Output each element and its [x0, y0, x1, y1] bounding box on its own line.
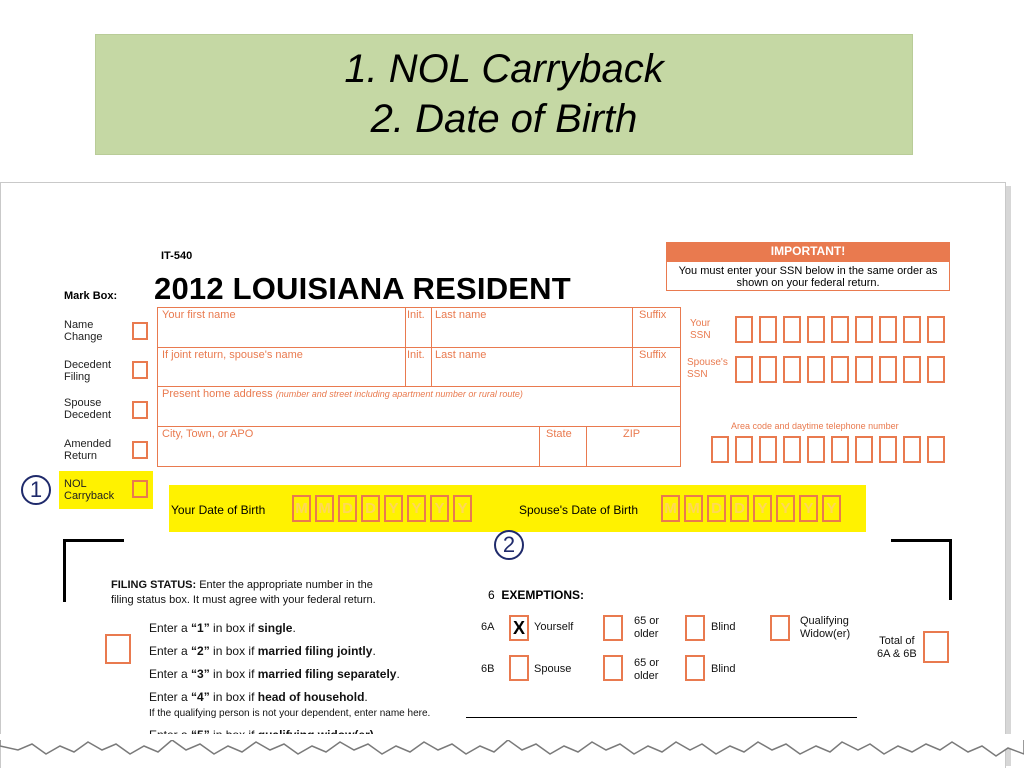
address-hint: (number and street including apartment number or rural route)	[275, 389, 523, 399]
mark-box-label: Mark Box:	[64, 290, 118, 302]
filing-status-box[interactable]	[105, 634, 131, 664]
ssn-digit-box[interactable]	[855, 316, 873, 343]
your-ssn-label: Your SSN	[690, 318, 711, 341]
mark-label-decedent-filing: Decedent Filing	[64, 359, 112, 383]
spouse-dob-digit-box[interactable]: Y	[753, 495, 772, 522]
grid-left	[157, 307, 158, 467]
filing-status-option: Enter a “2” in box if married filing jointly.	[149, 644, 376, 658]
mark-label-spouse-decedent: Spouse Decedent	[64, 397, 112, 421]
ssn-digit-box[interactable]	[903, 316, 921, 343]
hoh-note: If the qualifying person is not your dependent, enter name here.	[149, 708, 431, 719]
your-blind-checkbox[interactable]	[685, 615, 705, 641]
your-blind-label: Blind	[711, 621, 736, 633]
ssn-digit-box[interactable]	[783, 316, 801, 343]
spouse-last-name-label: Last name	[435, 349, 487, 361]
grid-bottom	[157, 466, 681, 467]
spouse-suffix-label: Suffix	[639, 349, 667, 361]
spouse-ssn-digit-box[interactable]	[927, 356, 945, 383]
important-text: You must enter your SSN below in the same order as shown on your federal return.	[666, 261, 950, 291]
spouse-ssn-digit-box[interactable]	[735, 356, 753, 383]
dob-digit-box[interactable]: M	[292, 495, 311, 522]
dob-digit-box[interactable]: M	[315, 495, 334, 522]
state-label: State	[546, 428, 572, 440]
spouse-ssn-label: Spouse's SSN	[687, 357, 728, 380]
ssn-digit-box[interactable]	[807, 316, 825, 343]
spouse-exemption-label: Spouse	[534, 663, 572, 675]
spouse-decedent-checkbox[interactable]	[132, 401, 148, 419]
spouse-init-label: Init.	[407, 349, 425, 361]
yourself-label: Yourself	[534, 621, 574, 633]
exemptions-heading-wrap	[488, 588, 584, 602]
amended-return-checkbox[interactable]	[132, 441, 148, 459]
grid-row3	[157, 426, 681, 427]
mark-label-nol-carryback: NOL Carryback	[64, 478, 115, 502]
dob-digit-box[interactable]: Y	[430, 495, 449, 522]
name-change-checkbox[interactable]	[132, 322, 148, 340]
last-name-label: Last name	[435, 309, 487, 321]
total-exemptions-label: Total of 6A & 6B	[877, 635, 917, 660]
form-title: 2012 LOUISIANA RESIDENT	[154, 271, 571, 306]
mark-label-amended-return: Amended Return	[64, 438, 112, 462]
filing-status-option: Enter a “3” in box if married filing separately.	[149, 667, 400, 681]
bracket-right	[891, 539, 952, 600]
exemptions-heading: EXEMPTIONS:	[501, 588, 585, 602]
ssn-digit-box[interactable]	[831, 316, 849, 343]
your-dob-label: Your Date of Birth	[171, 503, 266, 517]
slide-title-box	[95, 34, 913, 155]
dob-digit-box[interactable]: D	[361, 495, 380, 522]
dob-digit-box[interactable]: Y	[453, 495, 472, 522]
tax-form	[0, 182, 1006, 768]
grid-v-init-right	[431, 307, 432, 387]
spouse-dob-digit-box[interactable]: Y	[822, 495, 841, 522]
address-label-wrap	[162, 388, 523, 400]
phone-label: Area code and daytime telephone number	[731, 421, 899, 431]
exemptions-number: 6	[488, 588, 495, 602]
grid-v-state	[539, 426, 540, 467]
phone-digit-box[interactable]	[711, 436, 729, 463]
phone-digit-box[interactable]	[759, 436, 777, 463]
filing-status-option: Enter a “4” in box if head of household.	[149, 690, 368, 704]
spouse-dob-digit-box[interactable]: D	[730, 495, 749, 522]
phone-digit-box[interactable]	[735, 436, 753, 463]
spouse-dob-digit-box[interactable]: M	[661, 495, 680, 522]
spouse-blind-label: Blind	[711, 663, 736, 675]
phone-digit-box[interactable]	[855, 436, 873, 463]
dob-digit-box[interactable]: Y	[407, 495, 426, 522]
ssn-digit-box[interactable]	[759, 316, 777, 343]
spouse-checkbox[interactable]	[509, 655, 529, 681]
address-label: Present home address	[162, 388, 273, 400]
filing-status-line2: filing status box. It must agree with your federal return.	[111, 594, 376, 606]
grid-right	[680, 307, 681, 467]
suffix-label: Suffix	[639, 309, 667, 321]
phone-digit-box[interactable]	[831, 436, 849, 463]
ssn-digit-box[interactable]	[879, 316, 897, 343]
filing-status-heading-wrap	[111, 579, 373, 591]
qualifying-widow-checkbox[interactable]	[770, 615, 790, 641]
decedent-filing-checkbox[interactable]	[132, 361, 148, 379]
filing-status-heading: FILING STATUS:	[111, 579, 197, 591]
ssn-digit-box[interactable]	[927, 316, 945, 343]
spouse-65-label: 65 or older	[634, 657, 660, 682]
spouse-ssn-digit-box[interactable]	[783, 356, 801, 383]
phone-digit-box[interactable]	[879, 436, 897, 463]
row-6b-label: 6B	[481, 663, 495, 675]
spouse-dob-digit-box[interactable]: Y	[799, 495, 818, 522]
dob-digit-box[interactable]: Y	[384, 495, 403, 522]
grid-top	[157, 307, 681, 308]
grid-v-suffix	[632, 307, 633, 387]
filing-status-heading-rest: Enter the appropriate number in the	[196, 579, 373, 591]
important-heading: IMPORTANT!	[666, 242, 950, 261]
hoh-name-line	[466, 717, 857, 718]
spouse-dob-digit-box[interactable]: Y	[776, 495, 795, 522]
total-exemptions-box[interactable]	[923, 631, 949, 663]
form-code: IT-540	[161, 250, 193, 262]
spouse-name-label: If joint return, spouse's name	[162, 349, 303, 361]
spouse-dob-digit-box[interactable]: D	[707, 495, 726, 522]
bracket-left	[63, 539, 124, 602]
grid-v-zip	[586, 426, 587, 467]
spouse-dob-label: Spouse's Date of Birth	[519, 503, 639, 517]
slide-title-line-1: 1. NOL Carryback	[344, 47, 664, 91]
spouse-65-checkbox[interactable]	[603, 655, 623, 681]
ssn-digit-box[interactable]	[735, 316, 753, 343]
first-name-label: Your first name	[162, 309, 236, 321]
dob-digit-box[interactable]: D	[338, 495, 357, 522]
slide-title-line-2: 2. Date of Birth	[370, 97, 638, 141]
filing-status-option: Enter a “1” in box if single.	[149, 621, 296, 635]
your-65-checkbox[interactable]	[603, 615, 623, 641]
grid-v-init-left	[405, 307, 406, 387]
phone-digit-box[interactable]	[927, 436, 945, 463]
spouse-ssn-digit-box[interactable]	[879, 356, 897, 383]
nol-carryback-checkbox[interactable]	[132, 480, 148, 498]
torn-paper-edge	[0, 734, 1024, 768]
city-label: City, Town, or APO	[162, 428, 254, 440]
spouse-ssn-digit-box[interactable]	[855, 356, 873, 383]
grid-row2	[157, 386, 681, 387]
phone-digit-box[interactable]	[807, 436, 825, 463]
your-65-label: 65 or older	[634, 615, 660, 640]
qualifying-widow-label: Qualifying Widow(er)	[800, 615, 851, 640]
zip-label: ZIP	[623, 428, 641, 440]
spouse-ssn-digit-box[interactable]	[903, 356, 921, 383]
spouse-blind-checkbox[interactable]	[685, 655, 705, 681]
mark-label-name-change: Name Change	[64, 319, 103, 343]
phone-digit-box[interactable]	[783, 436, 801, 463]
spouse-dob-digit-box[interactable]: M	[684, 495, 703, 522]
row-6a-label: 6A	[481, 621, 495, 633]
yourself-checkbox[interactable]: X	[509, 615, 529, 641]
phone-digit-box[interactable]	[903, 436, 921, 463]
spouse-ssn-digit-box[interactable]	[831, 356, 849, 383]
spouse-ssn-digit-box[interactable]	[759, 356, 777, 383]
callout-number-1: 1	[21, 475, 51, 505]
grid-row1	[157, 347, 681, 348]
init-label: Init.	[407, 309, 425, 321]
spouse-ssn-digit-box[interactable]	[807, 356, 825, 383]
callout-number-2: 2	[494, 530, 524, 560]
